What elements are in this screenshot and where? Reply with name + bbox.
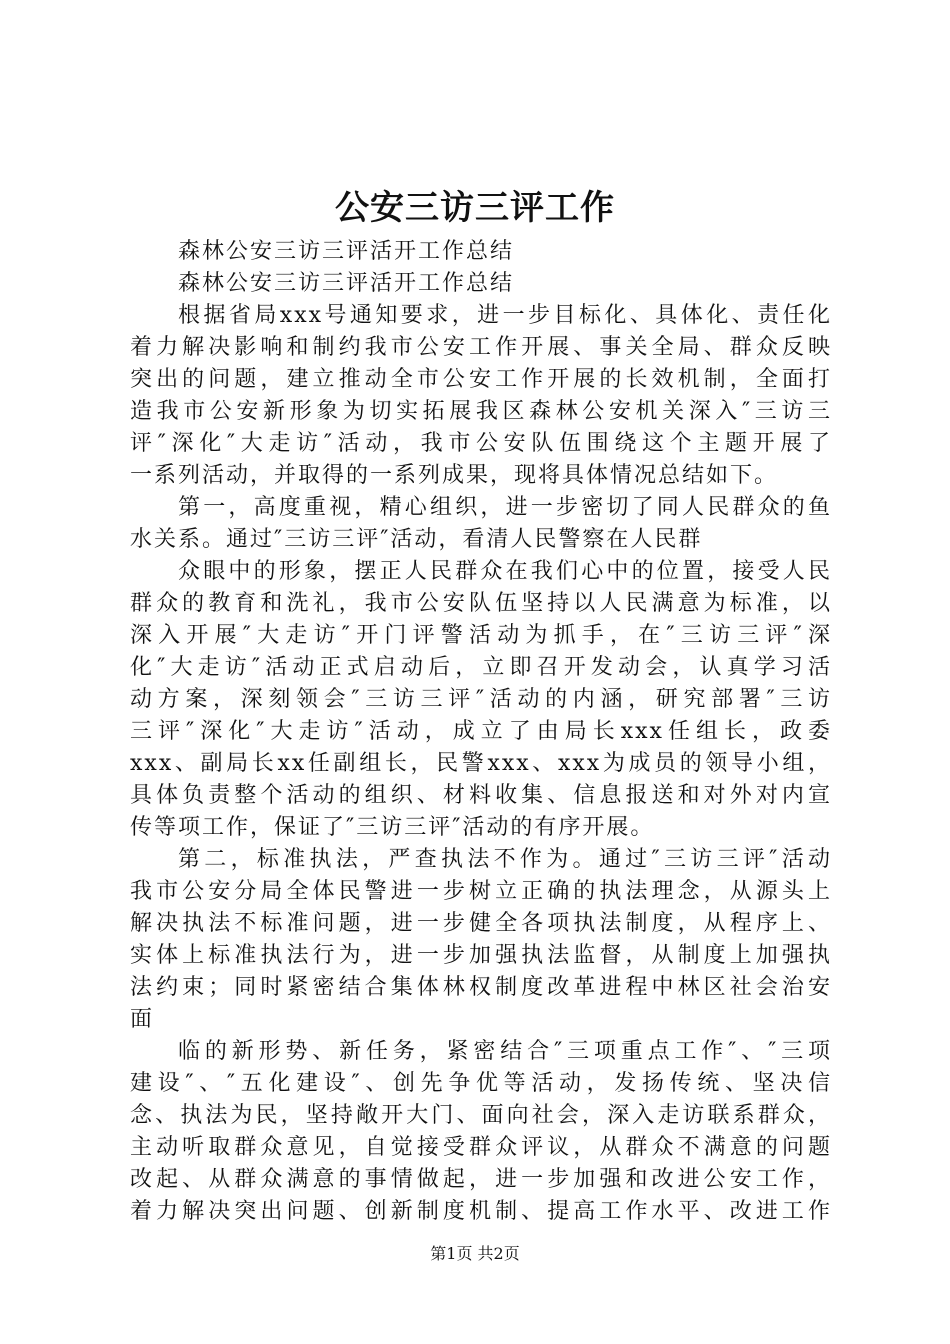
body-line: 着力解决突出问题、创新制度机制、提高工作水平、改进工作: [130, 1199, 832, 1224]
body-line: 化″大走访″活动正式启动后，立即召开发动会，认真学习活: [130, 655, 832, 680]
page-number-footer: 第1页 共2页: [430, 1244, 520, 1263]
body-line: 水关系。通过″三访三评″活动，看清人民警察在人民群: [130, 527, 703, 552]
body-line: 主动听取群众意见，自觉接受群众评议，从群众不满意的问题: [130, 1135, 832, 1160]
body-line: 着力解决影响和制约我市公安工作开展、事关全局、群众反映: [130, 335, 832, 360]
body-line: 第二，标准执法，严查执法不作为。通过″三访三评″活动: [178, 847, 832, 872]
body-line: 一系列活动，并取得的一系列成果，现将具体情况总结如下。: [130, 463, 779, 488]
body-line: 传等项工作，保证了″三访三评″活动的有序开展。: [130, 815, 655, 840]
body-line: 评″深化″大走访″活动，我市公安队伍围绕这个主题开展了: [130, 431, 832, 456]
body-line: 动方案，深刻领会″三访三评″活动的内涵，研究部署″三访: [130, 687, 832, 712]
body-line: xxx、副局长xx任副组长，民警xxx、xxx为成员的领导小组，: [130, 751, 832, 776]
body-line: 临的新形势、新任务，紧密结合″三项重点工作″、″三项: [178, 1039, 832, 1064]
body-line: 具体负责整个活动的组织、材料收集、信息报送和对外对内宣: [130, 783, 832, 808]
body-line: 造我市公安新形象为切实拓展我区森林公安机关深入″三访三: [130, 399, 832, 424]
body-line: 解决执法不标准问题，进一步健全各项执法制度，从程序上、: [130, 911, 832, 936]
body-line: 实体上标准执法行为，进一步加强执法监督，从制度上加强执: [130, 943, 832, 968]
body-line: 群众的教育和洗礼，我市公安队伍坚持以人民满意为标准，以: [130, 591, 832, 616]
body-line: 我市公安分局全体民警进一步树立正确的执法理念，从源头上: [130, 879, 832, 904]
body-line: 深入开展″大走访″开门评警活动为抓手，在″三访三评″深: [130, 623, 832, 648]
body-line: 建设″、″五化建设″、创先争优等活动，发扬传统、坚决信: [130, 1071, 832, 1096]
body-line: 第一，高度重视，精心组织，进一步密切了同人民群众的鱼: [178, 495, 832, 520]
body-line: 法约束；同时紧密结合集体林权制度改革进程中林区社会治安: [130, 975, 832, 1000]
body-line: 根据省局xxx号通知要求，进一步目标化、具体化、责任化: [178, 303, 832, 328]
body-line: 三评″深化″大走访″活动，成立了由局长xxx任组长，政委: [130, 719, 832, 744]
body-line: 森林公安三访三评活开工作总结: [178, 271, 515, 296]
body-line: 面: [130, 1007, 155, 1032]
body-line: 突出的问题，建立推动全市公安工作开展的长效机制，全面打: [130, 367, 832, 392]
body-line: 森林公安三访三评活开工作总结: [178, 239, 515, 264]
body-line: 改起、从群众满意的事情做起，进一步加强和改进公安工作，: [130, 1167, 832, 1192]
body-line: 众眼中的形象，摆正人民群众在我们心中的位置，接受人民: [178, 559, 832, 584]
document-title: 公安三访三评工作: [335, 188, 615, 228]
body-line: 念、执法为民，坚持敞开大门、面向社会，深入走访联系群众，: [130, 1103, 832, 1128]
document-body: [130, 236, 832, 1228]
